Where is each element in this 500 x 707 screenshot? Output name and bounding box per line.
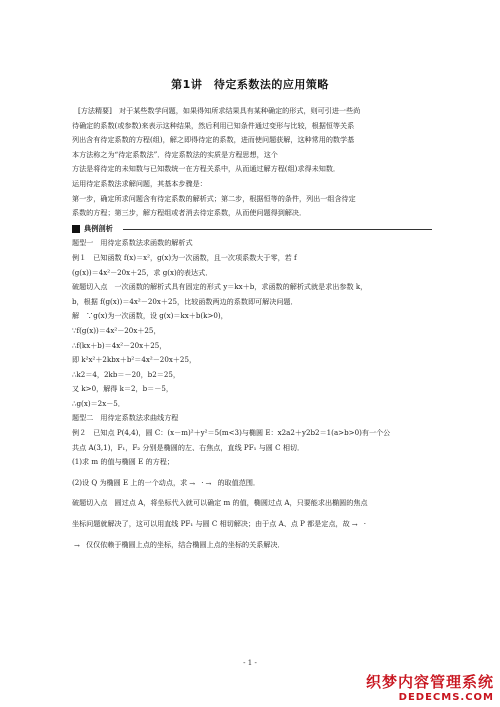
- section-heading: [72, 222, 432, 237]
- intro-line: 列出含有待定系数的方程(组)，解之即得待定的系数，进而使问题获解，这种常用的数学基: [72, 135, 355, 145]
- question-line: [72, 476, 432, 491]
- analysis-line: 破题切入点 一次函数的解析式具有固定的形式 y＝kx＋b，求函数的解析式就是求出参数 k，: [72, 282, 368, 292]
- solution-line: ∴k2＝4，2kb＝－20，b2＝25，: [72, 369, 180, 379]
- intro-line: 第一步，确定所求问题含有待定系数的解析式；第二步，根据恒等的条件，列出一组含待定: [72, 193, 356, 203]
- intro-line: 系数的方程；第三步，解方程组或者消去待定系数，从而使问题得到解决．: [72, 208, 307, 218]
- dot-operator: ·: [201, 477, 204, 487]
- question-text: (2)设 Q 为椭圆 E 上的一个动点，求: [72, 477, 188, 487]
- example-line: 例２ 已知点 P(4,4)，圆 C：(x－m)²＋y²＝5(m<3)与椭圆 E：x2a2＋y2b2＝1(a>b>0)有一个公: [72, 428, 391, 438]
- question-line: (1)求 m 的值与椭圆 E 的方程；: [72, 457, 174, 467]
- watermark-logo: [366, 671, 494, 703]
- solution-line: ∴f(kx＋b)＝4x²－20x＋25，: [72, 340, 167, 350]
- topic-heading: 题型二 用待定系数法求曲线方程: [72, 413, 179, 423]
- document-body: [72, 104, 432, 552]
- page-title: 第1讲 待定系数法的应用策略: [171, 78, 329, 91]
- intro-line: 方法是将待定的未知数与已知数统一在方程关系中，从而通过解方程(组)求得未知数．: [72, 164, 341, 174]
- square-bullet-icon: [72, 225, 80, 233]
- intro-line: 待确定的系数(或参数)来表示这种结果，然后利用已知条件通过变形与比较，根据恒等关系: [72, 120, 355, 130]
- watermark-domain: DEDECMS.COM: [398, 692, 494, 703]
- intro-line: 运用待定系数法求解问题，其基本步骤是：: [72, 178, 207, 188]
- solution-line: 解 ∵g(x)为一次函数，设 g(x)＝kx＋b(k>0)，: [72, 311, 228, 321]
- intro-line: 本方法称之为“待定系数法”．待定系数法的实质是方程思想，这个: [72, 149, 278, 159]
- analysis-line: [72, 538, 432, 553]
- example-line: 例１ 已知函数 f(x)＝x²，g(x)为一次函数，且一次项系数大于零，若 f: [72, 252, 297, 262]
- dot-operator: ·: [363, 519, 367, 529]
- solution-line: 又 k>0，解得 k＝2，b＝－5，: [72, 384, 173, 394]
- watermark-text: 织梦内容管理系统: [365, 673, 494, 691]
- page-number: - 1 -: [243, 659, 257, 667]
- section-divider: [123, 229, 432, 230]
- intro-line: [方法精要] 对于某些数学问题，如果得知所求结果具有某种确定的形式，则可引进一些尚: [78, 106, 361, 115]
- solution-line: ∴g(x)＝2x－5．: [72, 398, 125, 408]
- analysis-line: 破题切入点 圆过点 A，将坐标代入就可以确定 m 的值，椭圆过点 A，只要能求出椭圆的焦点: [72, 498, 368, 508]
- solution-line: 即 k²x²＋2kbx＋b²＝4x²－20x＋25，: [72, 355, 197, 365]
- section-heading-label: 典例剖析: [84, 223, 113, 233]
- analysis-text: 坐标问题就解决了，这可以用直线 PF₁ 与圆 C 相切解决；由于点 A、点 P 都是定点，故: [72, 519, 350, 529]
- analysis-line: b，根据 f(g(x))＝4x²－20x＋25，比较函数两边的系数即可解决问题．: [72, 296, 298, 306]
- topic-heading: 题型一 用待定系数法求函数的解析式: [72, 238, 193, 248]
- example-line: 共点 A(3,1)，F₁，F₂ 分别是椭圆的左、右焦点，直线 PF₁ 与圆 C 相切．: [72, 442, 305, 452]
- analysis-line: [72, 517, 432, 532]
- question-text: 的取值范围．: [217, 477, 261, 487]
- solution-line: ∵f(g(x))＝4x²－20x＋25，: [72, 325, 161, 335]
- analysis-text: 仅仅依赖于椭圆上点的坐标，结合椭圆上点的坐标的关系解决．: [86, 539, 285, 549]
- example-line: (g(x))＝4x²－20x＋25，求 g(x)的表达式．: [72, 267, 213, 277]
